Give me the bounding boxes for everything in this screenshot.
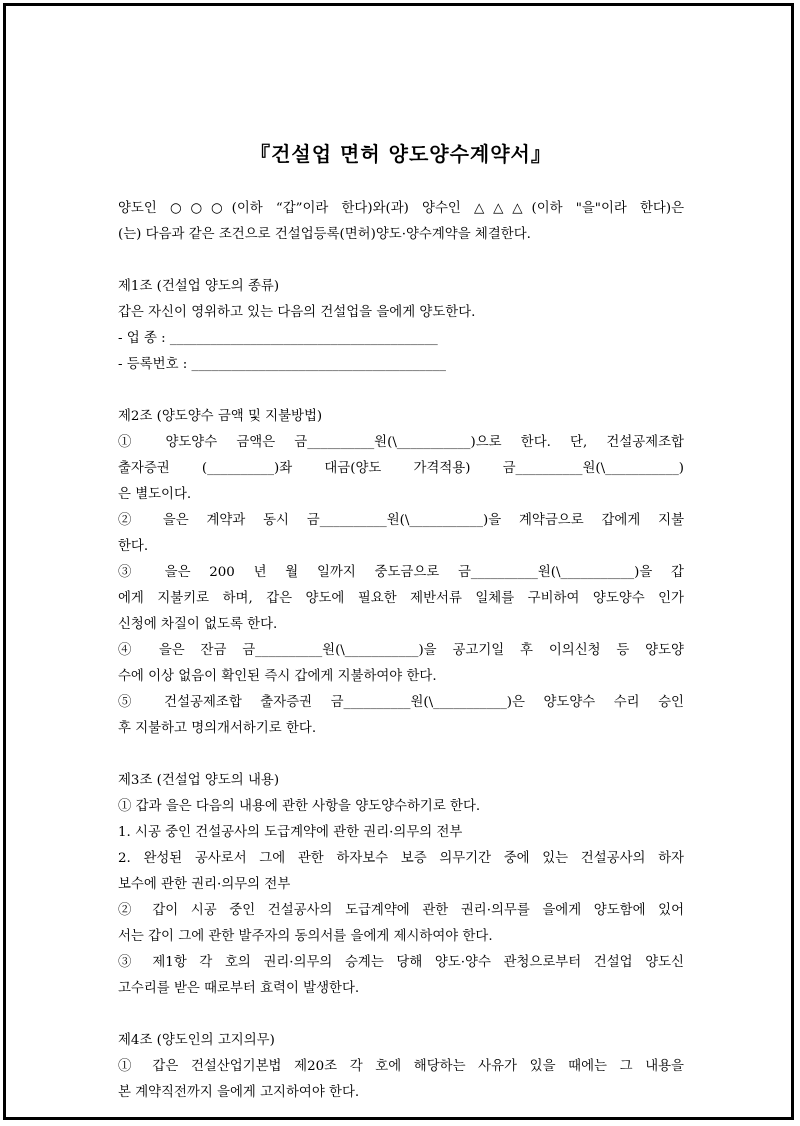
article-line: ③ 제1항 각 호의 권리·의무의 승계는 당해 양도·양수 관청으로부터 건설업 양도신 xyxy=(118,955,684,970)
article-line: 에게 지불키로 하며, 갑은 양도에 필요한 제반서류 일체를 구비하여 양도양수 인가 xyxy=(118,591,684,606)
article-4 xyxy=(118,1028,684,1106)
article-line: ⑤ 건설공제조합 출자증권 금__________원(\___________)은 양도양수 수리 승인 xyxy=(118,695,684,710)
article-1 xyxy=(118,274,684,378)
article-line: ① 양도양수 금액은 금__________원(\___________)으로 한다. 단, 건설공제조합 xyxy=(118,435,684,450)
article-line: 은 별도이다. xyxy=(118,487,192,502)
article-line: 고수리를 받은 때로부터 효력이 발생한다. xyxy=(118,981,360,996)
article-line: 서는 갑이 그에 관한 발주자의 동의서를 을에게 제시하여야 한다. xyxy=(118,929,493,944)
article-line: 보수에 관한 권리·의무의 전부 xyxy=(118,877,291,892)
article-line: 한다. xyxy=(118,539,149,554)
article-line: 신청에 차질이 없도록 한다. xyxy=(118,617,278,632)
article-line: - 등록번호 : ______________________________________ xyxy=(118,357,446,372)
article-line: ① 갑은 건설산업기본법 제20조 각 호에 해당하는 사유가 있을 때에는 그 내용을 xyxy=(118,1059,684,1074)
intro-line: 양도인 ○○○(이하 “갑”이라 한다)와(과) 양수인 △△△(이하 "을"이라 한다)은 xyxy=(118,201,684,216)
article-line: ② 갑이 시공 중인 건설공사의 도급계약에 관한 권리·의무를 을에게 양도함에 있어 xyxy=(118,903,684,918)
article-line: ② 을은 계약과 동시 금__________원(\___________)을 계약금으로 갑에게 지불 xyxy=(118,513,684,528)
article-line: 후 지불하고 명의개서하기로 한다. xyxy=(118,721,317,736)
article-line: ③ 을은 200 년 월 일까지 중도금으로 금__________원(\___________)을 갑 xyxy=(118,565,684,580)
article-line: 본 계약직전까지 을에게 고지하여야 한다. xyxy=(118,1085,360,1100)
article-3 xyxy=(118,768,684,1002)
article-line: 갑은 자신이 영위하고 있는 다음의 건설업을 을에게 양도한다. xyxy=(118,305,476,320)
article-heading: 제3조 (건설업 양도의 내용) xyxy=(118,773,280,788)
article-line: - 업 종 : ________________________________________ xyxy=(118,331,438,346)
intro-line: (는) 다음과 같은 조건으로 건설업등록(면허)양도·양수계약을 체결한다. xyxy=(118,227,531,242)
article-line: 수에 이상 없음이 확인된 즉시 갑에게 지불하여야 한다. xyxy=(118,669,437,684)
article-heading: 제2조 (양도양수 금액 및 지불방법) xyxy=(118,409,323,424)
article-line: 1. 시공 중인 건설공사의 도급계약에 관한 권리·의무의 전부 xyxy=(118,825,463,840)
article-heading: 제4조 (양도인의 고지의무) xyxy=(118,1033,275,1048)
article-line: 2. 완성된 공사로서 그에 관한 하자보수 보증 의무기간 중에 있는 건설공사의 하자 xyxy=(118,851,684,866)
document-body xyxy=(118,140,684,1106)
article-2 xyxy=(118,404,684,742)
article-line: 출자증권 (__________)좌 대금(양도 가격적용) 금__________원(\___________) xyxy=(118,461,684,476)
document-title: 『건설업 면허 양도양수계약서』 xyxy=(250,142,552,166)
article-line: ④ 을은 잔금 금__________원(\___________)을 공고기일 후 이의신청 등 양도양 xyxy=(118,643,684,658)
article-line: ① 갑과 을은 다음의 내용에 관한 사항을 양도양수하기로 한다. xyxy=(118,799,481,814)
article-heading: 제1조 (건설업 양도의 종류) xyxy=(118,279,280,294)
intro-paragraph xyxy=(118,196,684,248)
